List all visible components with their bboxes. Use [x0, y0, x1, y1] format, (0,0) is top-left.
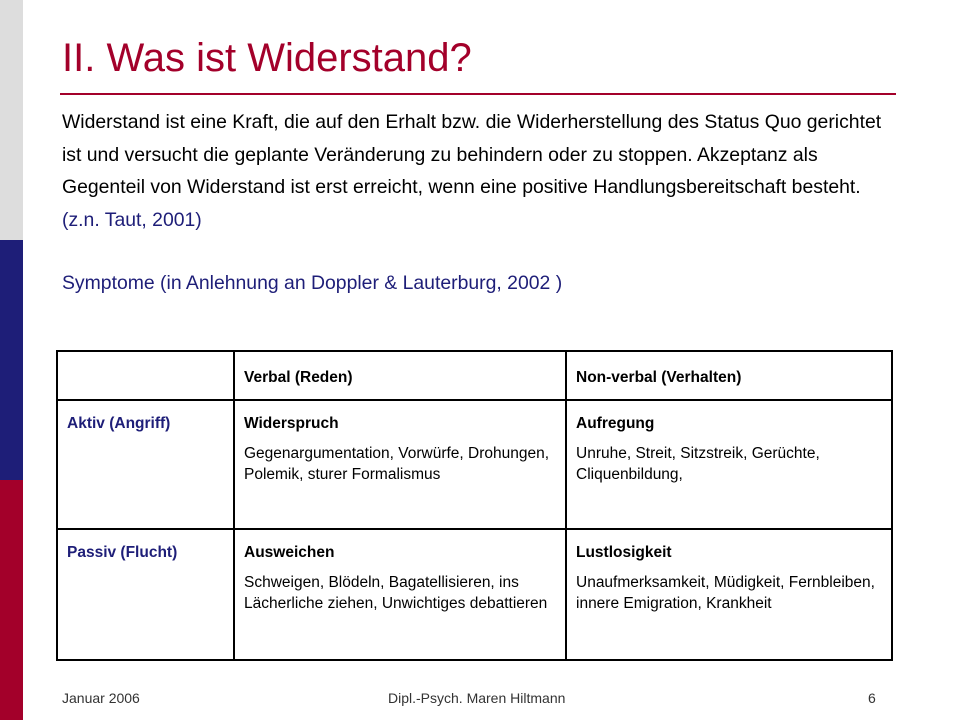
table-corner-cell	[57, 351, 234, 400]
col-header-nonverbal: Non-verbal (Verhalten)	[566, 351, 892, 400]
cell-passiv-verbal	[234, 529, 566, 660]
cell-title: Aufregung	[576, 415, 655, 432]
slide-title: II. Was ist Widerstand?	[62, 36, 472, 80]
definition-paragraph	[62, 106, 892, 236]
cell-text: Gegenargumentation, Vorwürfe, Drohungen, Polemik, sturer Formalismus	[244, 444, 550, 483]
definition-citation: (z.n. Taut, 2001)	[62, 208, 202, 231]
side-stripe-blue	[0, 240, 23, 480]
cell-passiv-nonverbal	[566, 529, 892, 660]
footer-date: Januar 2006	[62, 690, 140, 706]
cell-text: Schweigen, Blödeln, Bagatellisieren, ins Lächerliche ziehen, Unwichtiges debattieren	[244, 573, 548, 612]
cell-aktiv-verbal	[234, 400, 566, 529]
side-stripe-gray	[0, 0, 23, 240]
cell-title: Lustlosigkeit	[576, 544, 672, 561]
title-underline	[60, 93, 896, 95]
footer-page-number: 6	[868, 690, 876, 706]
row-label-aktiv: Aktiv (Angriff)	[57, 400, 234, 529]
cell-text: Unaufmerksamkeit, Müdigkeit, Fernbleiben, innere Emigration, Krankheit	[576, 573, 875, 612]
side-stripe-red	[0, 480, 23, 720]
table-row-aktiv	[57, 400, 892, 529]
symptoms-heading: Symptome (in Anlehnung an Doppler & Lauterburg, 2002 )	[62, 272, 563, 294]
table-row-passiv	[57, 529, 892, 660]
row-label-passiv: Passiv (Flucht)	[57, 529, 234, 660]
footer-author: Dipl.-Psych. Maren Hiltmann	[388, 690, 566, 706]
cell-text: Unruhe, Streit, Sitzstreik, Gerüchte, Cliquenbildung,	[576, 444, 820, 483]
col-header-verbal: Verbal (Reden)	[234, 351, 566, 400]
table-header-row	[57, 351, 892, 400]
cell-title: Ausweichen	[244, 544, 335, 561]
resistance-symptoms-table	[56, 350, 893, 661]
definition-text: Widerstand ist eine Kraft, die auf den Erhalt bzw. die Widerherstellung des Status Quo gerichtet ist und versucht die geplante Veränderung zu behindern oder zu stoppen. Akzeptanz als Gegenteil von Widerstand ist erst erreicht, wenn eine positive Handlungsbereitschaft besteht.	[62, 111, 882, 199]
cell-title: Widerspruch	[244, 415, 339, 432]
cell-aktiv-nonverbal	[566, 400, 892, 529]
